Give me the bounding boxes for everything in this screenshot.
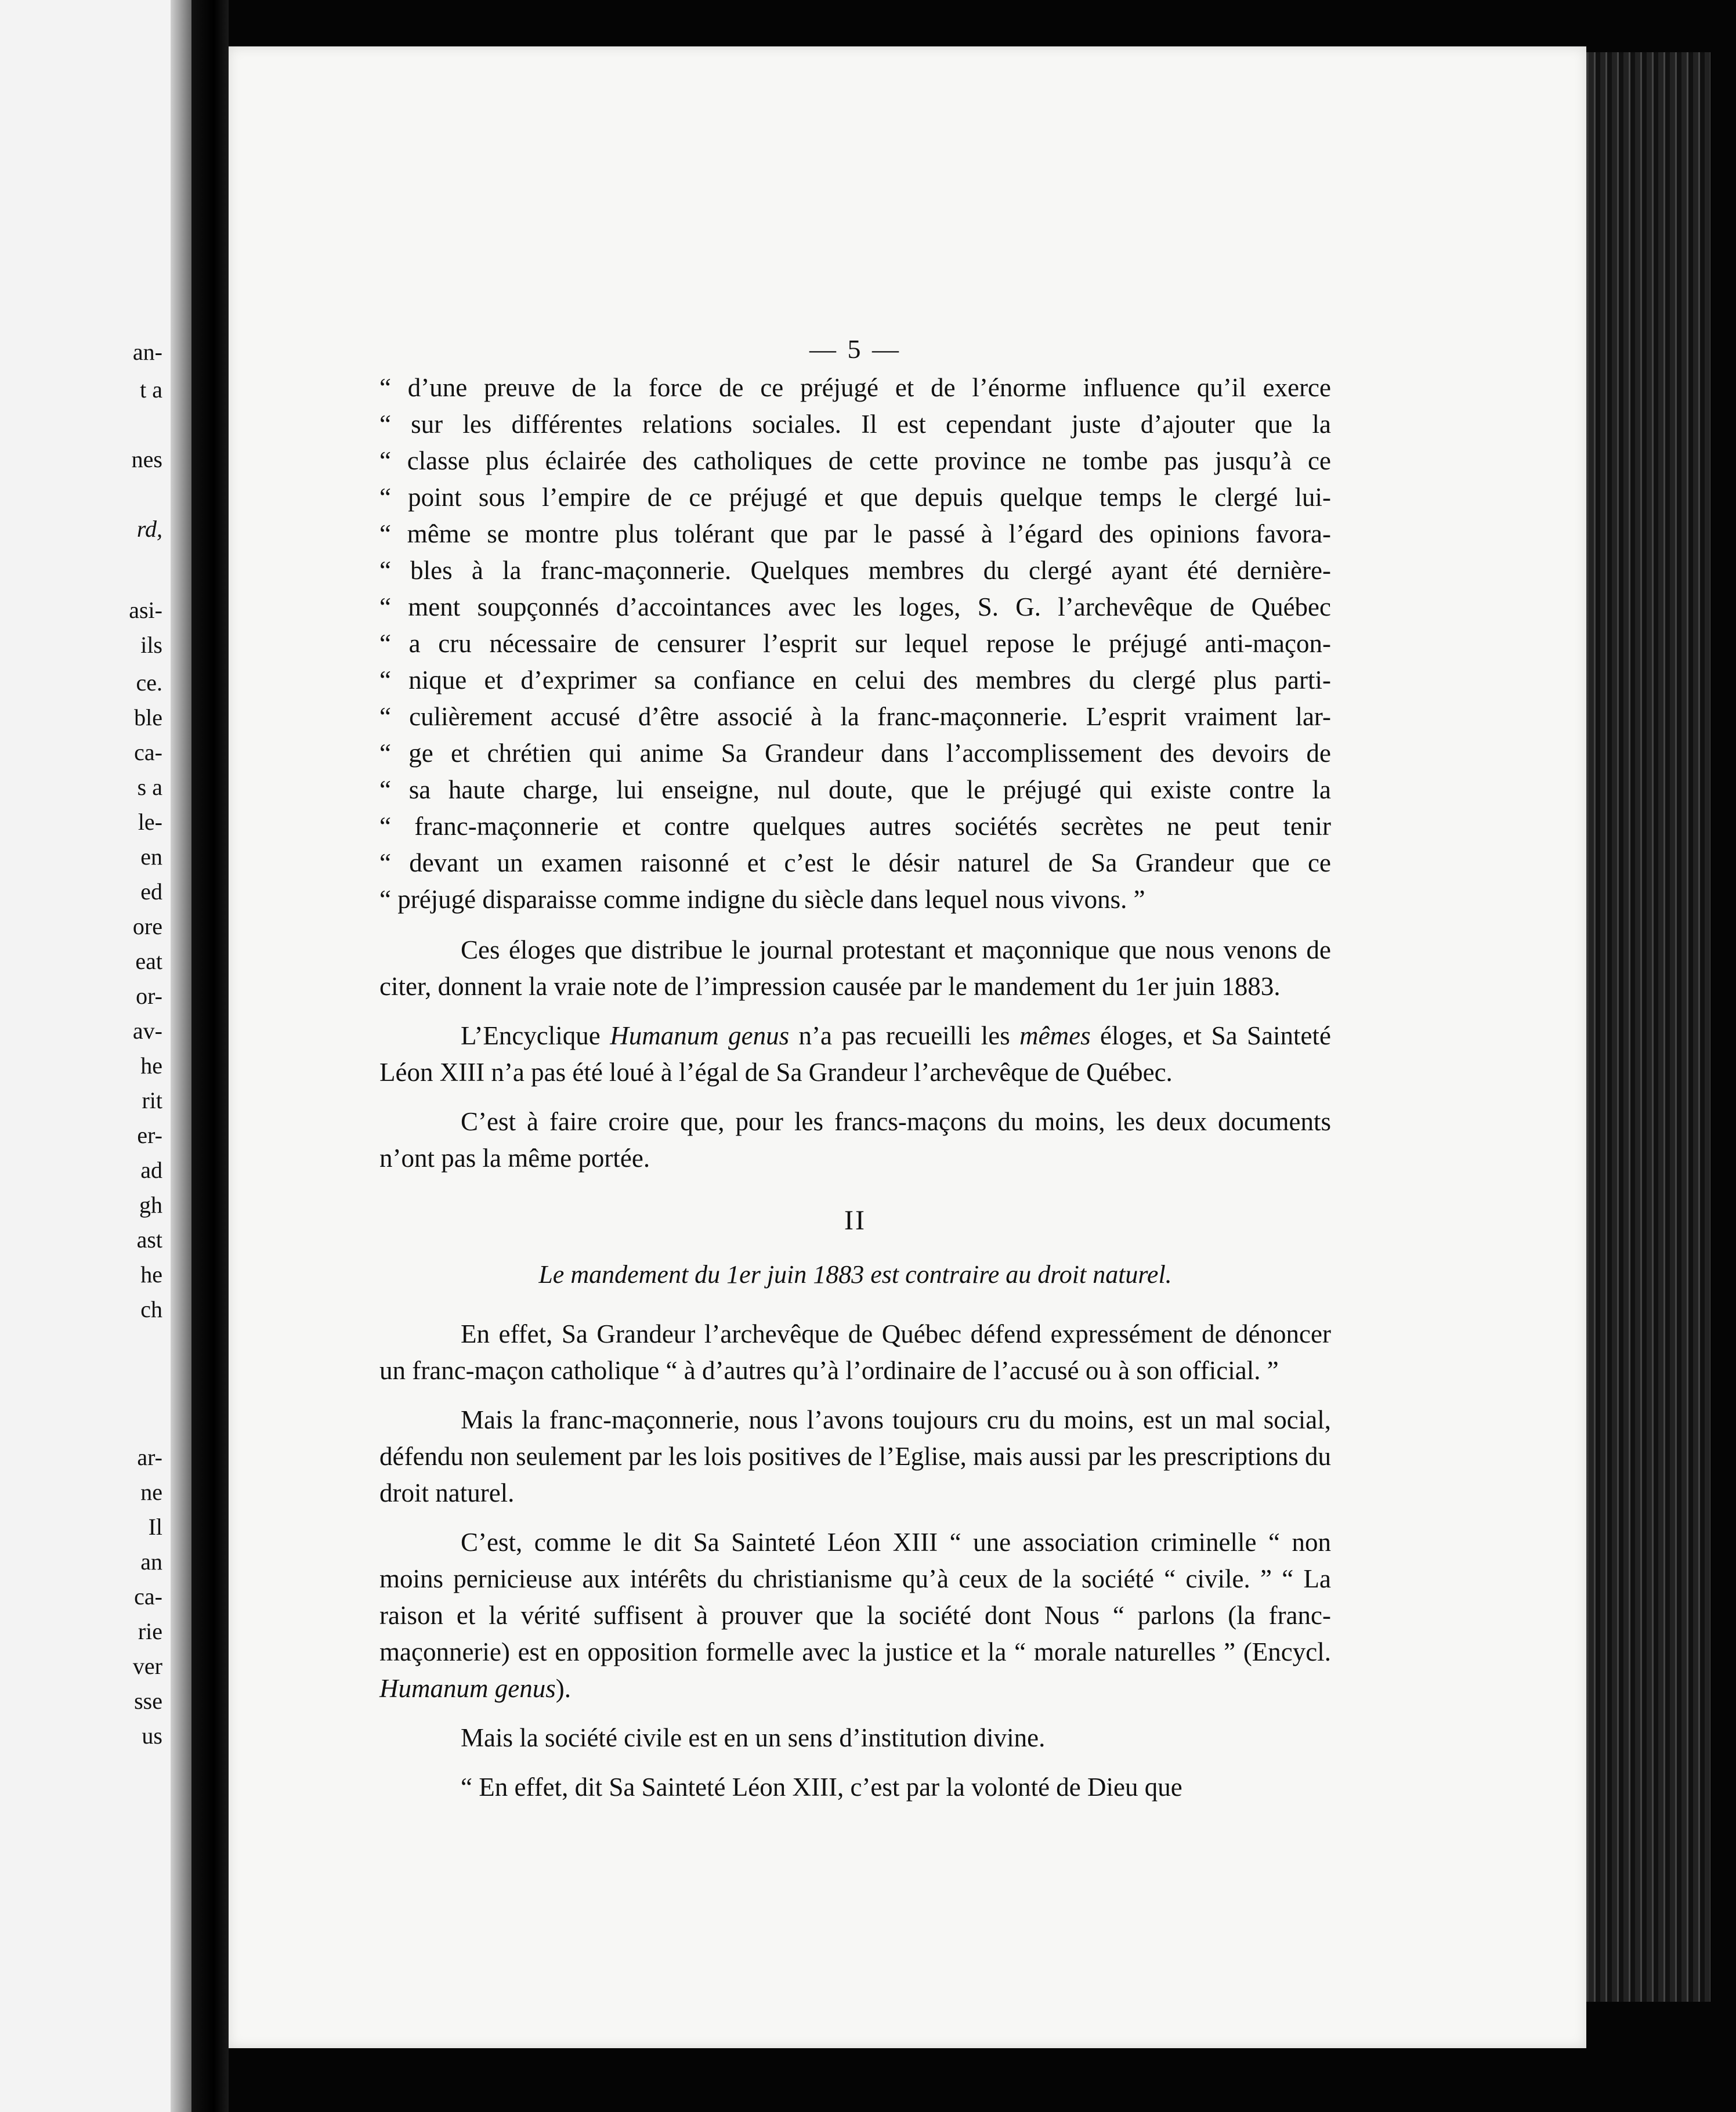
previous-page-line-fragment: or- (136, 983, 162, 1009)
paragraph-societe-civile: Mais la société civile est en un sens d’institution divine. (461, 1723, 1046, 1752)
quote-line: “ d’une preuve de la force de ce préjugé et de l’énorme influence qu’il exerce (379, 373, 1331, 402)
previous-page-line-fragment: an (140, 1549, 162, 1575)
page-content (379, 331, 1331, 1818)
book-page-edges (1565, 52, 1710, 2002)
quote-line: “ classe plus éclairée des catholiques de cette province ne tombe pas jusqu’à ce (379, 446, 1331, 475)
paragraph-portee: C’est à faire croire que, pour les francs-maçons du moins, les deux documents n’ont pas la même portée. (379, 1107, 1331, 1173)
italic-word-memes: mêmes (1019, 1021, 1091, 1050)
previous-page-line-fragment: ch (140, 1296, 162, 1322)
previous-page-line-fragment: ca- (134, 739, 162, 765)
previous-page-line-fragment: ore (132, 913, 162, 939)
quote-line: “ ment soupçonnés d’accointances avec les loges, S. G. l’archevêque de Québec (379, 592, 1331, 621)
spine-shadow (171, 0, 191, 2112)
previous-page-line-fragment: he (140, 1053, 162, 1079)
previous-page-line-fragment: ar- (137, 1444, 162, 1470)
paragraph-eloges: Ces éloges que distribue le journal protestant et maçonnique que nous venons de citer, donnent la vraie note de l’impression causée par le mandement du 1er juin 1883. (379, 935, 1331, 1001)
section-number: II (844, 1205, 866, 1236)
quote-line: “ même se montre plus tolérant que par le passé à l’égard des opinions favora- (379, 519, 1331, 548)
previous-page-line-fragment: ca- (134, 1583, 162, 1610)
previous-page-line-fragment: rd, (136, 516, 162, 542)
previous-page-line-fragment: ne (140, 1479, 162, 1505)
previous-page-line-fragment: asi- (129, 597, 162, 623)
quote-line: “ nique et d’exprimer sa confiance en celui des membres du clergé plus parti- (379, 666, 1331, 695)
text-run: L’Encyclique (461, 1021, 610, 1050)
quote-line: “ ge et chrétien qui anime Sa Grandeur dans l’accomplissement des devoirs de (379, 739, 1331, 768)
previous-page-line-fragment: en (140, 844, 162, 870)
previous-page-fragment (0, 0, 191, 2112)
quoted-passage (379, 370, 1331, 918)
text-run: C’est, comme le dit Sa Sainteté Léon XIII “ une association criminelle “ non moins pernicieuse aux intérêts du christianisme qu’à ceux de la société “ civile. ” “ La raison et la vérité suffisent à prouver que la société dont Nous “ parlons (la franc-maçonnerie) est en opposition formelle avec la justice et la “ morale naturelles ” (Encycl. (379, 1528, 1331, 1666)
quote-line: “ culièrement accusé d’être associé à la franc-maçonnerie. L’esprit vraiment lar- (379, 702, 1331, 731)
quote-line: “ sa haute charge, lui enseigne, nul doute, que le préjugé qui existe contre la (379, 775, 1331, 804)
text-run: ). (555, 1674, 571, 1703)
document-page (229, 46, 1586, 2048)
previous-page-line-fragment: ver (132, 1653, 162, 1679)
text-run: n’a pas recueilli les (789, 1021, 1020, 1050)
previous-page-line-fragment: us (142, 1723, 162, 1749)
quote-line: “ bles à la franc-maçonnerie. Quelques membres du clergé ayant été dernière- (379, 556, 1331, 585)
previous-page-line-fragment: ble (134, 704, 162, 730)
section-title: Le mandement du 1er juin 1883 est contraire au droit naturel. (538, 1260, 1172, 1289)
previous-page-line-fragment: t a (140, 377, 162, 403)
previous-page-line-fragment: gh (139, 1192, 162, 1218)
italic-title-humanum-genus: Humanum genus (379, 1674, 556, 1703)
previous-page-line-fragment: ils (140, 632, 162, 658)
book-gutter (191, 0, 229, 2112)
paragraph-volonte-de-dieu: “ En effet, dit Sa Sainteté Léon XIII, c’est par la volonté de Dieu que (461, 1773, 1182, 1802)
previous-page-line-fragment: er- (137, 1122, 162, 1148)
quote-line: “ point sous l’empire de ce préjugé et que depuis quelque temps le clergé lui- (379, 483, 1331, 512)
previous-page-line-fragment: av- (132, 1018, 162, 1044)
paragraph-en-effet: En effet, Sa Grandeur l’archevêque de Québec défend expressément de dénoncer un franc-maçon catholique “ à d’autres qu’à l’ordinaire de l’accusé ou à son official. ” (379, 1319, 1331, 1385)
paragraph-franc-maconnerie: Mais la franc-maçonnerie, nous l’avons toujours cru du moins, est un mal social, défendu non seulement par les lois positives de l’Eglise, mais aussi par les prescriptions du droit naturel. (379, 1405, 1331, 1507)
quote-line: “ sur les différentes relations sociales. Il est cependant juste d’ajouter que la (379, 410, 1331, 439)
previous-page-line-fragment: ast (136, 1227, 162, 1253)
previous-page-line-fragment: eat (135, 948, 162, 974)
previous-page-line-fragment: an- (132, 339, 162, 365)
previous-page-line-fragment: sse (134, 1688, 162, 1714)
quote-line: “ devant un examen raisonné et c’est le désir naturel de Sa Grandeur que ce (379, 848, 1331, 877)
previous-page-line-fragment: le- (138, 809, 162, 835)
quote-line: “ franc-maçonnerie et contre quelques autres sociétés secrètes ne peut tenir (379, 812, 1331, 841)
text-run: éloges, et Sa Sainteté Léon XIII n’a pas été loué à l’égal de Sa Grandeur l’archevêque de Québec. (379, 1021, 1332, 1087)
previous-page-line-fragment: nes (131, 446, 162, 472)
italic-title-humanum-genus: Humanum genus (610, 1021, 790, 1050)
previous-page-line-fragment: rit (142, 1087, 162, 1113)
paragraph-association-criminelle (379, 1524, 1331, 1707)
previous-page-line-fragment: Il (148, 1514, 162, 1540)
previous-page-line-fragment: he (140, 1261, 162, 1288)
previous-page-line-fragment: ce. (136, 670, 162, 696)
previous-page-line-fragment: rie (138, 1618, 162, 1644)
paragraph-encyclique (379, 1018, 1331, 1091)
previous-page-line-fragment: ad (140, 1157, 162, 1183)
quote-line: “ préjugé disparaisse comme indigne du siècle dans lequel nous vivons. ” (379, 885, 1145, 914)
quote-line: “ a cru nécessaire de censurer l’esprit sur lequel repose le préjugé anti-maçon- (379, 629, 1331, 658)
previous-page-line-fragment: ed (140, 878, 162, 905)
previous-page-line-fragment: s a (137, 774, 162, 800)
page-number: — 5 — (809, 334, 901, 364)
